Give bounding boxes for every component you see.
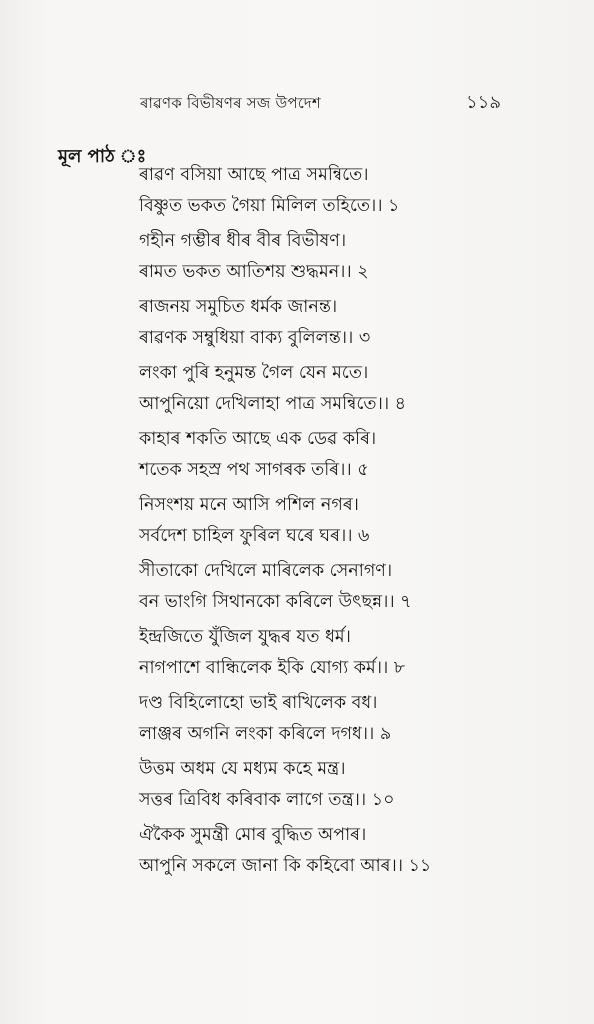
verse-line: ৰাৱণক সম্বুধিয়া বাক্য বুলিলন্ত।। ৩ xyxy=(139,328,371,348)
verse-line: ইন্দ্ৰজিতে যুঁজিল যুদ্ধৰ যত ধৰ্ম। xyxy=(139,627,351,647)
verse-line: শতেক সহস্ৰ পথ সাগৰক তৰি।। ৫ xyxy=(139,460,369,480)
couplet-6 xyxy=(139,490,559,552)
verse-line: আপুনি সকলে জানা কি কহিবো আৰ।। ১১ xyxy=(139,856,432,876)
couplet-4 xyxy=(139,358,559,420)
verse-line: নাগপাশে বান্ধিলেক ইকি যোগ্য কৰ্ম।। ৮ xyxy=(139,658,406,678)
section-label: মূল পাঠ ঃ xyxy=(58,146,147,167)
verse-line: আপুনিয়ো দেখিলাহা পাত্ৰ সমন্বিতে।। ৪ xyxy=(139,394,407,414)
couplet-3 xyxy=(139,292,559,354)
running-header-title: ৰাৱণক বিভীষণৰ সজ উপদেশ xyxy=(140,94,321,112)
verse-line: বন ভাংগি সিথানকো কৰিলে উৎছন্ন।। ৭ xyxy=(139,592,412,612)
couplet-2 xyxy=(139,226,559,288)
couplet-5 xyxy=(139,424,559,486)
verse-line: গহীন গম্ভীৰ ধীৰ বীৰ বিভীষণ। xyxy=(139,231,347,251)
verse-line: সত্তৰ ত্ৰিবিধ কৰিবাক লাগে তন্ত্ৰ।। ১০ xyxy=(139,790,395,810)
verse-line: বিষ্ণুত ভকত গৈয়া মিলিল তহিতে।। ১ xyxy=(139,196,400,216)
couplet-8 xyxy=(139,622,559,684)
verse-line: সৰ্বদেশ চাহিল ফুৰিল ঘৰে ঘৰ।। ৬ xyxy=(139,526,370,546)
verse-line: কাহাৰ শকতি আছে এক ডেৱ কৰি। xyxy=(139,429,377,449)
verse-line: ৰাজনয় সমুচিত ধৰ্মক জানন্ত। xyxy=(139,297,338,317)
couplet-7 xyxy=(139,556,559,618)
verse-line: ৰামত ভকত আতিশয় শুদ্ধমন।। ২ xyxy=(139,262,369,282)
verse-line: সীতাকো দেখিলে মাৰিলেক সেনাগণ। xyxy=(139,561,393,581)
verse-line: উত্তম অধম যে মধ্যম কহে মন্ত্ৰ। xyxy=(139,759,346,779)
couplet-11 xyxy=(139,820,559,882)
couplet-10 xyxy=(139,754,559,816)
verse-line: ঐকৈক সুমন্ত্ৰী মোৰ বুদ্ধিত অপাৰ। xyxy=(139,825,367,845)
couplet-9 xyxy=(139,688,559,750)
page-number: ১১৯ xyxy=(466,92,502,113)
verse-line: ৰাৱণ বসিয়া আছে পাত্ৰ সমন্বিতে। xyxy=(139,165,369,185)
verse-block xyxy=(139,160,559,886)
verse-line: লংকা পুৰি হনুমন্ত গৈল যেন মতে। xyxy=(139,363,369,383)
verse-line: দণ্ড বিহিলোহো ভাই ৰাখিলেক বধ। xyxy=(139,693,378,713)
verse-line: লাঞ্জৰ অগনি লংকা কৰিলে দগধ।। ৯ xyxy=(139,724,392,744)
verse-line: নিসংশয় মনে আসি পশিল নগৰ। xyxy=(139,495,359,515)
couplet-1 xyxy=(139,160,559,222)
